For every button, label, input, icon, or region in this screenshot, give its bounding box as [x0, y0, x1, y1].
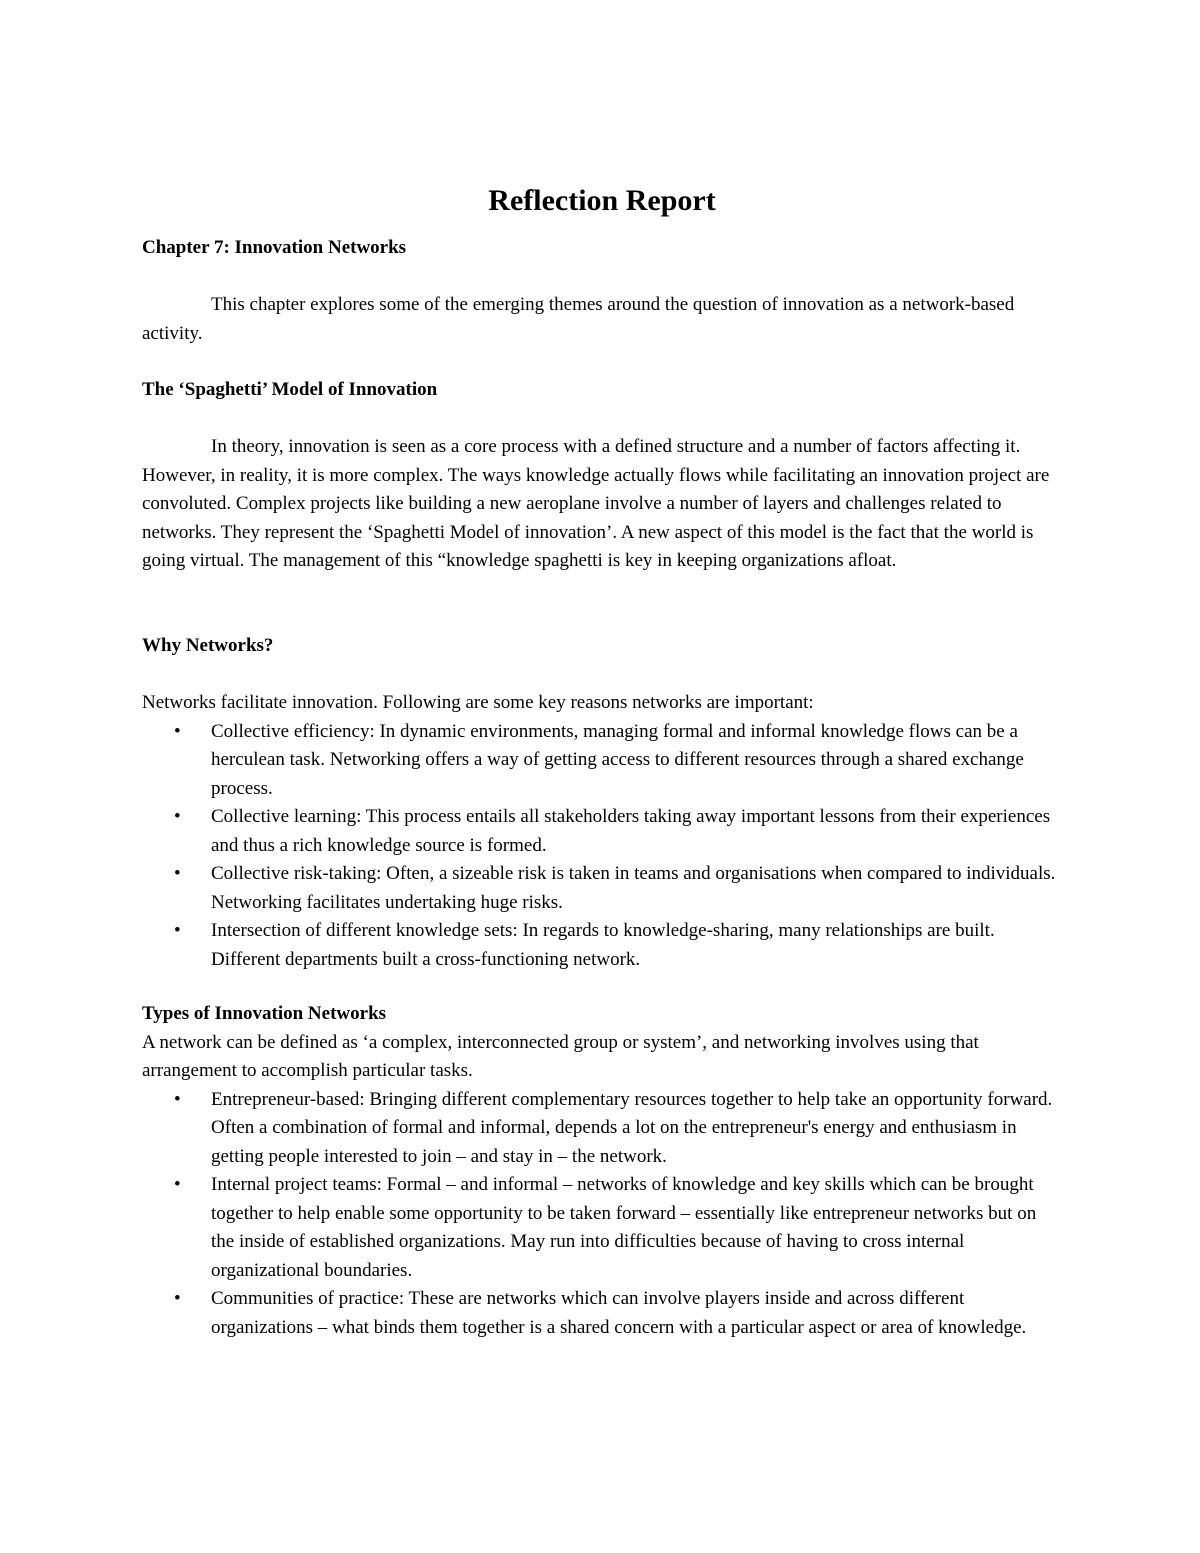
- why-networks-heading: Why Networks?: [142, 635, 274, 656]
- spaghetti-paragraph: In theory, innovation is seen as a core process with a defined structure and a number of factors affecting it. However, in reality, it is more complex. The ways knowledge actually flows while facilitating an innovation project are convoluted. Complex projects like building a new aeroplane involve a number of layers and challenges related to networks. They represent the ‘Spaghetti Model of innovation’. A new aspect of this model is the fact that the world is going virtual. The management of this “knowledge spaghetti is key in keeping organizations afloat.: [142, 436, 1050, 571]
- page-title: Reflection Report: [488, 184, 716, 217]
- bullet-icon: •: [174, 1174, 181, 1195]
- types-lead: A network can be defined as ‘a complex, interconnected group or system’, and networking involves using that arrangement to accomplish particular tasks.: [142, 1031, 979, 1081]
- list-item: • Intersection of different knowledge sets: In regards to knowledge-sharing, many relationships are built. Different departments built a cross-functioning network.: [142, 917, 1057, 974]
- bullet-icon: •: [174, 863, 181, 884]
- list-item: • Internal project teams: Formal – and informal – networks of knowledge and key skills which can be brought together to help enable some opportunity to be taken forward – essentially like entrepreneur networks but on the inside of established organizations. May run into difficulties because of having to cross internal organizational boundaries.: [142, 1171, 1057, 1285]
- list-item: • Collective learning: This process entails all stakeholders taking away important lessons from their experiences and thus a rich knowledge source is formed.: [142, 803, 1057, 860]
- list-item: • Communities of practice: These are networks which can involve players inside and across different organizations – what binds them together is a shared concern with a particular aspect or area of knowledge.: [142, 1285, 1057, 1342]
- bullet-icon: •: [174, 1088, 181, 1110]
- why-networks-section: [142, 689, 1057, 974]
- list-item: • Collective risk-taking: Often, a sizeable risk is taken in teams and organisations when compared to individuals. Networking facilitates undertaking huge risks.: [142, 860, 1057, 917]
- why-networks-lead: Networks facilitate innovation. Following are some key reasons networks are important:: [142, 692, 814, 713]
- bullet-icon: •: [174, 1288, 181, 1309]
- bullet-icon: •: [174, 806, 181, 827]
- chapter-heading: Chapter 7: Innovation Networks: [142, 237, 407, 258]
- bullet-icon: •: [174, 720, 181, 742]
- list-item: • Collective efficiency: In dynamic environments, managing formal and informal knowledge flows can be a herculean task. Networking offers a way of getting access to different resources through a shared exchange process.: [142, 718, 1057, 804]
- list-item: • Entrepreneur-based: Bringing different complementary resources together to help take an opportunity forward. Often a combination of formal and informal, depends a lot on the entrepreneur's energy and enthusiasm in getting people interested to join – and stay in – the network.: [142, 1086, 1057, 1172]
- spaghetti-heading: The ‘Spaghetti’ Model of Innovation: [142, 379, 438, 400]
- types-section: [142, 1000, 1057, 1342]
- bullet-icon: •: [174, 920, 181, 941]
- types-list: [142, 1086, 1057, 1343]
- why-networks-list: [142, 718, 1057, 975]
- intro-paragraph: This chapter explores some of the emerging themes around the question of innovation as a network-based activity.: [142, 294, 1015, 344]
- types-heading: Types of Innovation Networks: [142, 1003, 387, 1024]
